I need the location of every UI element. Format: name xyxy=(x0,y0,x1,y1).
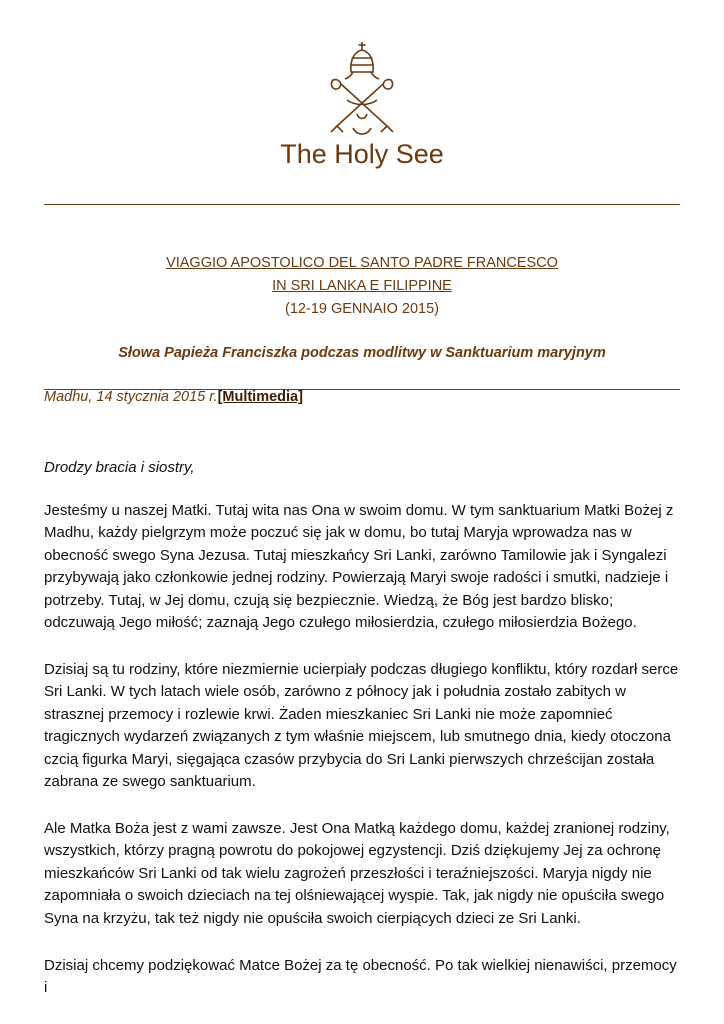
trip-title-line-1[interactable] xyxy=(0,255,724,271)
trip-title-line-2[interactable] xyxy=(0,278,724,294)
trip-link-2[interactable]: IN SRI LANKA E FILIPPINE xyxy=(272,278,452,294)
body-paragraph-4: Dzisiaj chcemy podziękować Matce Bożej za tę obecność. Po tak wielkiej nienawiści, przemocy i xyxy=(44,957,677,997)
site-title: The Holy See xyxy=(280,139,444,169)
header-divider xyxy=(44,204,680,205)
trip-link-1[interactable]: VIAGGIO APOSTOLICO DEL SANTO PADRE FRANCESCO xyxy=(166,255,558,271)
dateline xyxy=(44,389,303,405)
speech-title: Słowa Papieża Franciszka podczas modlitwy w Sanktuarium maryjnym xyxy=(118,345,606,361)
body-paragraph-1: Jesteśmy u naszej Matki. Tutaj wita nas Ona w swoim domu. W tym sanktuarium Matki Bożej z Madhu, każdy pielgrzym może poczuć się jak w domu, bo tutaj Maryja wprowadza nas w obecność swego Syna Jezusa. Tutaj mieszkańcy Sri Lanki, zarówno Tamilowie jak i Syngalezi przybywają jako członkowie jednej rodziny. Powierzają Maryi swoje radości i smutki, nadzieje i potrzeby. Tutaj, w Jej domu, czują się bezpiecznie. Wiedzą, że Bóg jest bardzo blisko; odczuwają Jego miłość; zaznają Jego czułego miłosierdzia, czułego miłosierdzia Bożego. xyxy=(44,502,674,632)
body-paragraph-2: Dzisiaj są tu rodziny, które niezmiernie ucierpiały podczas długiego konfliktu, który rozdarł serce Sri Lanki. W tych latach wiele osób, zarówno z północy jak i południa zostało zabitych w strasznej przemocy i rozlewie krwi. Żaden mieszkaniec Sri Lanki nie może zapomnieć tragicznych wydarzeń związanych z tym właśnie miejscem, lub smutnego dnia, kiedy otoczona czcią figurka Maryi, sięgająca czasów przybycia do Sri Lanki pierwszych chrześcijan została zabrana ze swego sanktuarium. xyxy=(44,661,679,791)
trip-dates: (12-19 GENNAIO 2015) xyxy=(285,301,439,317)
body-paragraph-3: Ale Matka Boża jest z wami zawsze. Jest Ona Matką każdego domu, każdej zranionej rodziny, wszystkich, którzy pragną powrotu do pokojowej egzystencji. Dziś dziękujemy Jej za ochronę mieszkańców Sri Lanki od tak wielu zagrożeń przeszłości i teraźniejszości. Maryja nigdy nie zapomniała o swoich dzieciach na tej olśniewającej wyspie. Tak, jak nigdy nie opuściła swego Syna na krzyżu, tak też nigdy nie opuściła swoich cierpiących dzieci ze Sri Lanki. xyxy=(44,820,670,927)
dateline-text: Madhu, 14 stycznia 2015 r. xyxy=(44,389,218,405)
greeting: Drodzy bracia i siostry, xyxy=(44,459,195,476)
multimedia-link[interactable]: [Multimedia] xyxy=(217,389,303,405)
papal-tiara-keys-icon xyxy=(317,40,407,140)
